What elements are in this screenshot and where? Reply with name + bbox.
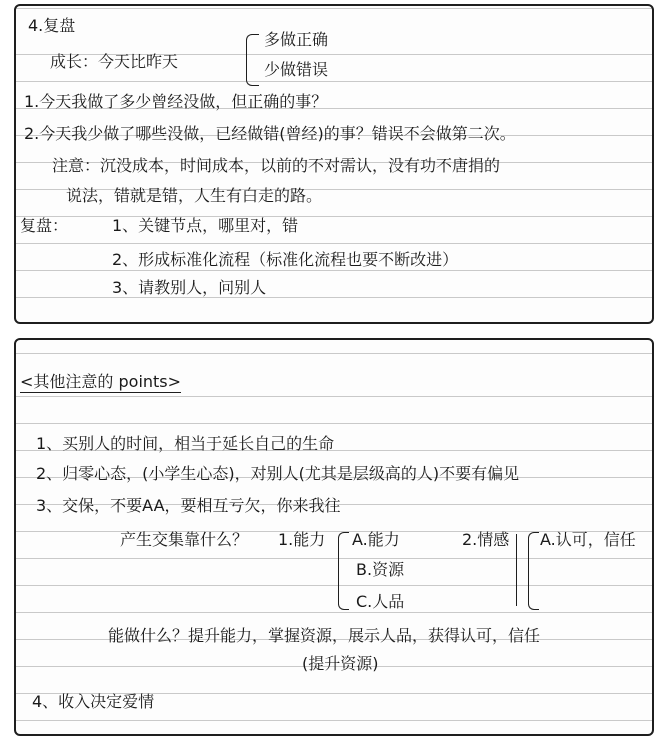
relation-divider [516,534,517,606]
bottom-note-card [14,338,654,736]
review-item-1: 1、关键节点，哪里对，错 [112,216,299,235]
relation-question: 产生交集靠什么？ [120,530,249,549]
top-note-card [14,4,654,324]
relation-1-item-a: A.能力 [352,530,400,549]
question-1: 1.今天我做了多少曾经没做，但正确的事？ [24,92,328,111]
growth-item-correct: 多做正确 [264,30,329,49]
relation-2-label: 2.情感 [462,530,510,549]
point-2: 2、归零心态，(小学生心态)，对别人(尤其是层级高的人)不要有偏见 [36,464,520,483]
note-line-1: 注意：沉没成本，时间成本，以前的不对需认，没有功不唐捐的 [52,156,501,175]
question-2: 2.今天我少做了哪些没做，已经做错(曾经)的事？错误不会做第二次。 [24,124,516,143]
relation-2-item-a: A.认可，信任 [540,530,636,549]
point-1: 1、买别人的时间，相当于延长自己的生命 [36,434,335,453]
relation-1-item-c: C.人品 [356,592,405,611]
review-item-2: 2、形成标准化流程（标准化流程也要不断改进） [112,250,459,269]
review-label: 复盘： [20,216,69,235]
growth-item-wrong: 少做错误 [264,60,329,79]
other-points-heading: <其他注意的 points> [20,372,182,391]
review-heading: 4.复盘 [28,16,76,35]
can-do-sub: (提升资源) [302,654,379,673]
growth-label: 成长：今天比昨天 [50,52,179,71]
can-do-line: 能做什么？提升能力，掌握资源，展示人品，获得认可，信任 [108,626,541,645]
relation-2-brace [528,532,539,610]
growth-brace [246,34,259,86]
relation-1-item-b: B.资源 [356,560,405,579]
note-line-2: 说法，错就是错，人生有白走的路。 [66,186,323,205]
point-3: 3、交保，不要AA，要相互亏欠，你来我往 [36,496,341,515]
point-4: 4、收入决定爱情 [32,692,155,711]
relation-1-brace [338,532,349,610]
review-item-3: 3、请教别人，问别人 [112,278,267,297]
relation-1-label: 1.能力 [278,530,326,549]
